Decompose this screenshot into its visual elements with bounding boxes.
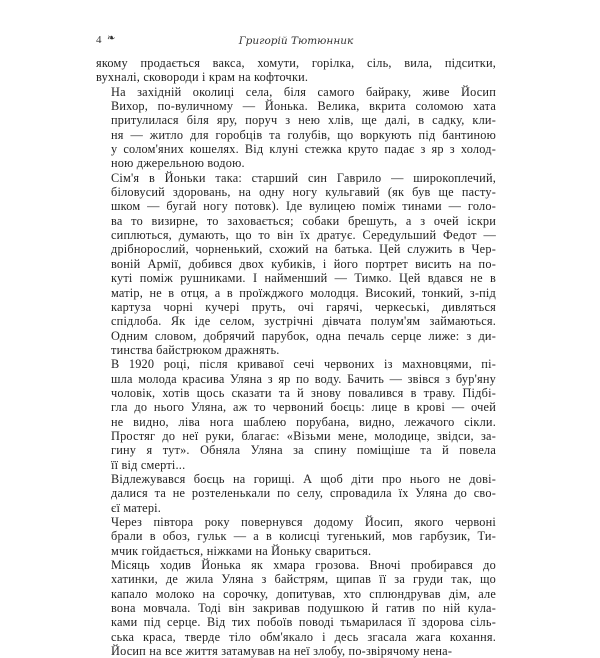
text-line: ська краса, тверде тіло обм'якало і десь згасала жага кохання.	[111, 629, 496, 644]
paragraph	[96, 558, 496, 658]
text-line: Відлежувався боєць на горищі. А щоб діти про нього не дові-	[111, 471, 496, 486]
text-line: спідлоба. Як іде селом, зустрічні дівчата полум'ям займаються.	[111, 314, 496, 329]
text-line: На західній околиці села, біля самого байраку, живе Йосип	[111, 84, 496, 99]
fleuron-ornament-icon: ❧	[107, 33, 116, 44]
text-line: чоловік, хотів щось сказати та й знову повалився в траву. Підбі-	[111, 385, 496, 400]
text-line: гла до нього Уляна, аж то червоний боєць: лице в крові — очей	[111, 400, 496, 415]
text-line: мчик гойдається, ніжками на Йоньку свариться.	[111, 543, 372, 558]
text-line: ва то визирне, то заховається; собаки брешуть, а з очей іскри	[111, 213, 496, 228]
text-line: ками під серце. Від тих побоїв поводі тьмарилася її здорова сіль-	[111, 615, 496, 630]
text-line: біловусий здоровань, на одну ногу кульгавий (як був ще пасту-	[111, 185, 496, 200]
text-line: ною джерельною водою.	[111, 156, 245, 171]
text-line: В 1920 році, після кривавої сечі червоних із махновцями, пі-	[111, 357, 496, 372]
text-line: вухналі, сковороди і крам на кофточки.	[96, 70, 309, 85]
text-line: не видно, ліва нога шаблею порубана, видно, лежачого сікли.	[111, 414, 496, 429]
text-line: капало молоко на сорочку, допитував, хто сплюндрував дім, але	[111, 586, 496, 601]
paragraph	[96, 85, 496, 171]
text-line: ня — житло для горобців та голубів, що воркують під бантиною	[111, 127, 496, 142]
text-line: Місяць ходив Йонька як хмара грозова. Вночі пробирався до	[111, 558, 496, 573]
text-line: єї матері.	[111, 500, 162, 515]
text-line: хатинки, де жила Уляна з байстрям, щипав її за груди так, що	[111, 572, 496, 587]
text-line: Сім'я в Йоньки така: старший син Гаврило — широкоплечий,	[111, 170, 496, 185]
paragraph	[96, 472, 496, 515]
text-line: матір, не в отця, а в проїжджого молодця. Високий, тонкий, з-під	[111, 285, 496, 300]
paragraph	[96, 515, 496, 558]
text-line: шла молода красива Уляна з яр по воду. Бачить — звівся з бур'яну	[111, 371, 496, 386]
book-page	[96, 33, 496, 658]
text-line: Вихор, по-вуличному — Йонька. Велика, вкрита соломою хата	[111, 99, 496, 114]
text-line: сиплються, думають, що то він їх дратує. Середульший Федот —	[111, 228, 496, 243]
text-line: воній Армії, добився двох кубиків, і його портрет висить на по-	[111, 256, 496, 271]
text-line: тинства байстрюком дражнять.	[111, 342, 280, 357]
text-line: гину я тут». Обняла Уляна за спину поміщіше та й повела	[111, 443, 496, 458]
page-header	[96, 34, 496, 52]
text-line: вона мовчала. Тоді він закривав подушкою й гатив по ній кула-	[111, 601, 496, 616]
text-line: брали в обоз, гульк — а в колисці тугенький, мов гарбузик, Ти-	[111, 529, 496, 544]
text-line: куті поміж рушниками. І найменший — Тимко. Цей вдався не в	[111, 271, 496, 286]
body-text	[96, 56, 496, 658]
text-line: шком — бугай ногу потовк). Іде вулицею поміж тинами — голо-	[111, 199, 496, 214]
text-line: у солом'яних кошелях. Від клуні стежка круто падає з яр з холод-	[111, 142, 496, 157]
text-line: її від смерті...	[111, 457, 186, 472]
text-line: притулилася біля яру, поруч з нею хлів, ще далі, в садку, кли-	[111, 113, 496, 128]
text-line: Одним словом, добрячий парубок, одна печаль серце лиже: з ди-	[111, 328, 496, 343]
text-line: Через півтора року повернувся додому Йосип, якого червоні	[111, 515, 496, 529]
paragraph	[96, 171, 496, 357]
page-number: 4	[96, 34, 102, 46]
running-head-author: Григорій Тютюнник	[238, 35, 354, 47]
text-line: Простяг до неї руки, благає: «Візьми мене, молодице, звідси, за-	[111, 428, 496, 443]
text-line: картуза чорні кучері пруть, очі гарячі, черкеські, дивляться	[111, 299, 496, 314]
text-line: Йосип на все життя затамував на неї злобу, по-звірячому нена-	[111, 644, 453, 658]
text-line: якому продається вакса, хомути, горілка, сіль, вила, підситки,	[96, 56, 496, 70]
paragraph	[96, 357, 496, 472]
paragraph	[96, 56, 496, 85]
text-line: далися та не розтеленькали по селу, спровадила їх Уляна до сво-	[111, 486, 496, 501]
text-line: дрібнорослий, чорненький, схожий на батька. Цей служить в Чер-	[111, 242, 496, 257]
